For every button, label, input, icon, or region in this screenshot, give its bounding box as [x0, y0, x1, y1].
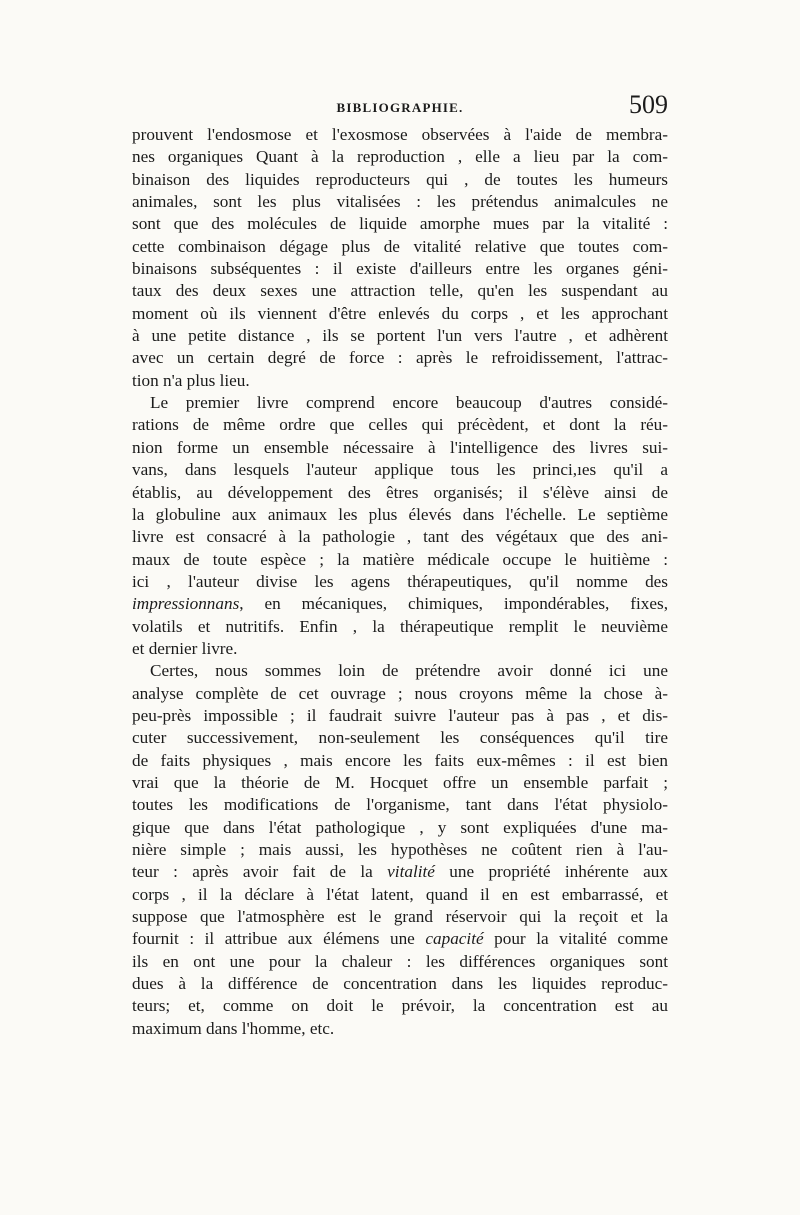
text-segment: fournit : il attribue aux élémens une	[132, 929, 426, 949]
text-line	[132, 928, 668, 950]
text-line	[132, 660, 668, 682]
text-line	[132, 839, 668, 861]
text-line	[132, 169, 668, 191]
text-segment: teur : après avoir fait de la	[132, 862, 388, 882]
text-segment: pour la vitalité comme	[483, 929, 668, 949]
text-segment: cette combinaison dégage plus de vitalité relative que toutes com-	[132, 236, 668, 256]
text-line	[132, 392, 668, 414]
text-line	[132, 616, 668, 638]
text-line	[132, 995, 668, 1017]
text-line	[132, 593, 668, 615]
text-line	[132, 549, 668, 571]
page-number: 509	[629, 90, 668, 119]
running-title: BIBLIOGRAPHIE.	[336, 100, 464, 115]
text-line	[132, 638, 668, 660]
text-segment: sont que des molécules de liquide amorphe mues par la vitalité :	[132, 214, 668, 234]
text-segment: cuter successivement, non-seulement les conséquences qu'il tire	[132, 728, 668, 748]
text-line	[132, 482, 668, 504]
text-line	[132, 124, 668, 146]
text-segment: de faits physiques , mais encore les faits eux-mêmes : il est bien	[132, 750, 668, 770]
text-line	[132, 236, 668, 258]
text-segment: moment où ils viennent d'être enlevés du corps , et les approchant	[132, 303, 668, 323]
text-line	[132, 951, 668, 973]
text-segment: la globuline aux animaux les plus élevés dans l'échelle. Le septième	[132, 504, 668, 524]
text-line	[132, 280, 668, 302]
text-segment: tion n'a plus lieu.	[132, 370, 250, 390]
text-line	[132, 683, 668, 705]
text-segment: établis, au développement des êtres organisés; il s'élève ainsi de	[132, 482, 668, 502]
italic-term: capacité	[425, 929, 484, 949]
text-line	[132, 325, 668, 347]
text-segment: Certes, nous sommes loin de prétendre avoir donné ici une	[150, 661, 668, 681]
text-line	[132, 1018, 668, 1040]
text-segment: avec un certain degré de force : après le refroidissement, l'attrac-	[132, 348, 668, 368]
text-segment: binaison des liquides reproducteurs qui , de toutes les humeurs	[132, 169, 668, 189]
text-segment: animales, sont les plus vitalisées : les prétendus animalcules ne	[132, 192, 668, 212]
text-segment: ils en ont une pour la chaleur : les différences organiques sont	[132, 951, 668, 971]
text-segment: binaisons subséquentes : il existe d'ailleurs entre les organes géni-	[132, 259, 668, 279]
text-line	[132, 526, 668, 548]
text-line	[132, 303, 668, 325]
text-line	[132, 504, 668, 526]
text-line	[132, 817, 668, 839]
text-line	[132, 370, 668, 392]
text-segment: et dernier livre.	[132, 638, 238, 658]
text-line	[132, 459, 668, 481]
italic-term: impressionnans	[132, 594, 240, 614]
paragraph	[132, 660, 668, 1040]
text-segment: nes organiques Quant à la reproduction , elle a lieu par la com-	[132, 147, 668, 167]
text-line	[132, 727, 668, 749]
text-segment: dues à la différence de concentration dans les liquides reproduc-	[132, 974, 668, 994]
text-line	[132, 884, 668, 906]
text-segment: , en mécaniques, chimiques, impondérables, fixes,	[239, 594, 668, 614]
text-segment: suppose que l'atmosphère est le grand réservoir qui la reçoit et la	[132, 907, 668, 927]
text-segment: maux de toute espèce ; la matière médicale occupe le huitième :	[132, 549, 668, 569]
text-line	[132, 906, 668, 928]
text-segment: toutes les modifications de l'organisme, tant dans l'état physiolo-	[132, 795, 668, 815]
text-segment: peu-près impossible ; il faudrait suivre l'auteur pas à pas , et dis-	[132, 705, 668, 725]
text-line	[132, 437, 668, 459]
text-line	[132, 347, 668, 369]
text-segment: analyse complète de cet ouvrage ; nous croyons même la chose à-	[132, 683, 668, 703]
text-line	[132, 973, 668, 995]
text-segment: prouvent l'endosmose et l'exosmose observées à l'aide de membra-	[132, 125, 668, 144]
text-segment: volatils et nutritifs. Enfin , la thérapeutique remplit le neuvième	[132, 616, 668, 636]
italic-term: vitalité	[387, 862, 435, 882]
text-segment: vans, dans lesquels l'auteur applique tous les princi,ıes qu'il a	[132, 460, 668, 480]
text-segment: gique que dans l'état pathologique , y sont expliquées d'une ma-	[132, 817, 668, 837]
text-line	[132, 750, 668, 772]
text-segment: ici , l'auteur divise les agens thérapeutiques, qu'il nomme des	[132, 571, 668, 591]
text-line	[132, 414, 668, 436]
text-line	[132, 571, 668, 593]
text-segment: nière simple ; mais aussi, les hypothèses ne coûtent rien à l'au-	[132, 840, 668, 859]
text-line	[132, 191, 668, 213]
text-segment: nion forme un ensemble nécessaire à l'intelligence des livres sui-	[132, 437, 668, 457]
text-segment: rations de même ordre que celles qui précèdent, et dont la réu-	[132, 415, 668, 435]
body-text	[132, 124, 668, 1040]
text-segment: corps , il la déclare à l'état latent, quand il en est embarrassé, et	[132, 884, 668, 904]
text-segment: une propriété inhérente aux	[434, 862, 668, 882]
text-line	[132, 772, 668, 794]
text-line	[132, 213, 668, 235]
text-line	[132, 794, 668, 816]
text-segment: à une petite distance , ils se portent l'un vers l'autre , et adhèrent	[132, 326, 668, 346]
paragraph	[132, 392, 668, 660]
text-segment: livre est consacré à la pathologie , tant des végétaux que des ani-	[132, 527, 668, 547]
paragraph	[132, 124, 668, 392]
text-segment: taux des deux sexes une attraction telle, qu'en les suspendant au	[132, 281, 668, 301]
text-segment: Le premier livre comprend encore beaucoup d'autres considé-	[150, 393, 668, 413]
page-header	[132, 92, 668, 122]
text-line	[132, 146, 668, 168]
text-segment: vrai que la théorie de M. Hocquet offre un ensemble parfait ;	[132, 772, 668, 792]
text-segment: teurs; et, comme on doit le prévoir, la concentration est au	[132, 996, 668, 1016]
text-line	[132, 705, 668, 727]
text-line	[132, 861, 668, 883]
text-segment: maximum dans l'homme, etc.	[132, 1018, 335, 1038]
text-line	[132, 258, 668, 280]
